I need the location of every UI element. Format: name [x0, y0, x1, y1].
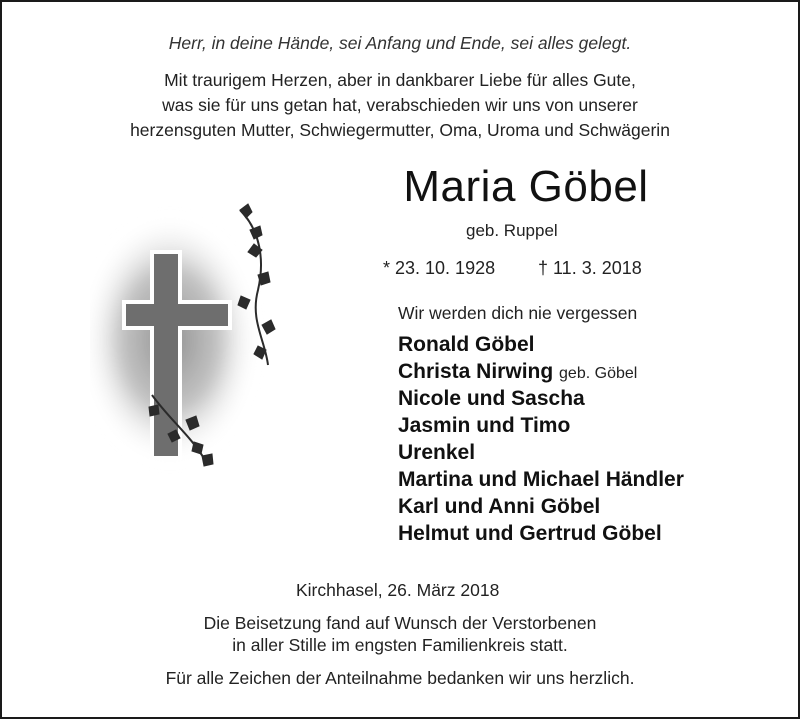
mourner-name: Karl und Anni Göbel [398, 495, 601, 518]
mourner-item [398, 360, 684, 387]
mourner-item [398, 468, 684, 495]
intro-text [0, 68, 800, 143]
mourner-name: Helmut und Gertrud Göbel [398, 522, 662, 545]
mourner-name: Ronald Göbel [398, 333, 535, 356]
mourner-item [398, 522, 684, 549]
mourner-name: Jasmin und Timo [398, 414, 571, 437]
mourner-item [398, 441, 684, 468]
mourner-item [398, 414, 684, 441]
intro-line: Mit traurigem Herzen, aber in dankbarer Liebe für alles Gute, [164, 70, 636, 90]
deceased-name: Maria Göbel [403, 162, 649, 211]
mourner-item [398, 387, 684, 414]
intro-line: was sie für uns getan hat, verabschieden wir uns von unserer [162, 95, 638, 115]
cross-with-ivy-icon [90, 190, 300, 490]
mourner-maiden-name: geb. Göbel [559, 365, 638, 382]
mourners-list [398, 333, 684, 549]
mourner-name: Martina und Michael Händler [398, 468, 684, 491]
place-and-date: Kirchhasel, 26. März 2018 [296, 580, 500, 600]
mourner-name: Nicole und Sascha [398, 387, 585, 410]
never-forget-line: Wir werden dich nie vergessen [398, 303, 638, 323]
mourner-name: Christa Nirwing [398, 360, 554, 383]
birth-date: * 23. 10. 1928 [383, 258, 496, 278]
mourner-name: Urenkel [398, 441, 476, 464]
thanks-line: Für alle Zeichen der Anteilnahme bedanken wir uns herzlich. [165, 668, 635, 688]
motto: Herr, in deine Hände, sei Anfang und Ende, sei alles gelegt. [168, 33, 632, 53]
burial-line: Die Beisetzung fand auf Wunsch der Verstorbenen [203, 613, 597, 633]
burial-line: in aller Stille im engsten Familienkreis statt. [232, 635, 568, 655]
intro-line: herzensguten Mutter, Schwiegermutter, Oma, Uroma und Schwägerin [130, 120, 670, 140]
burial-note [0, 612, 800, 656]
maiden-name: geb. Ruppel [466, 221, 558, 240]
mourner-item [398, 333, 684, 360]
death-date: † 11. 3. 2018 [538, 258, 642, 278]
mourner-item [398, 495, 684, 522]
